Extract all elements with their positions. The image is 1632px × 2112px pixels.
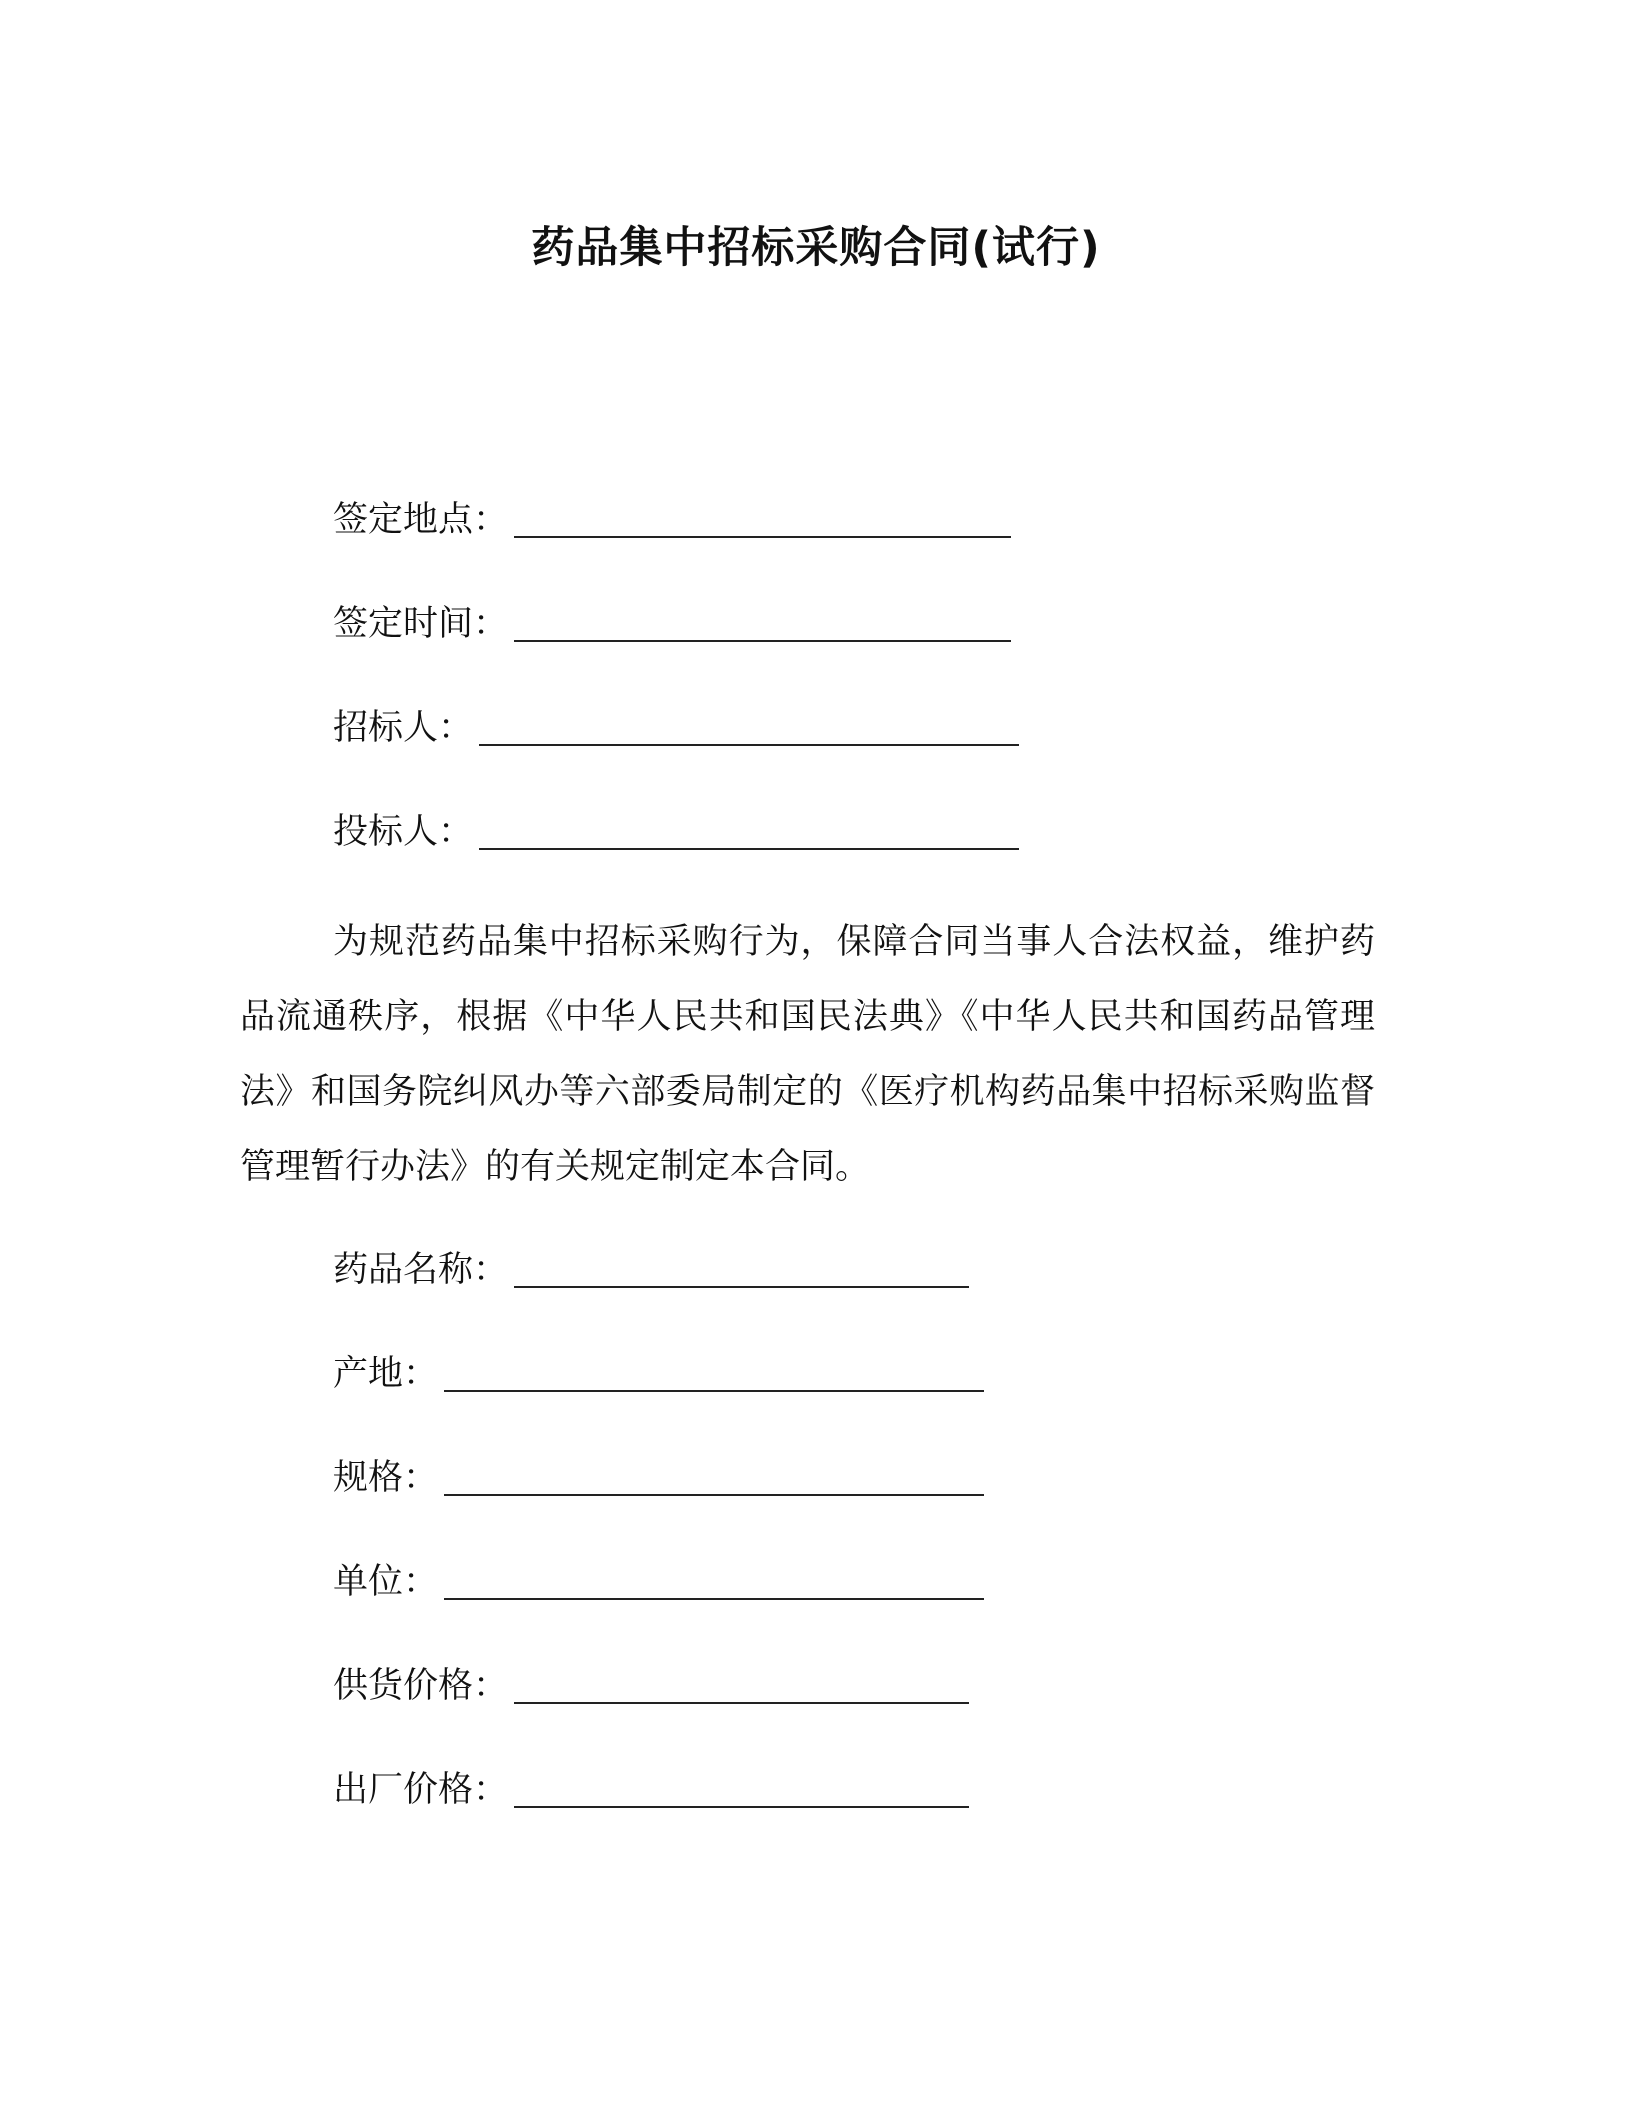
intro-paragraph: 为规范药品集中招标采购行为，保障合同当事人合法权益，维护药品流通秩序，根据《中华人民共和国民法典》《中华人民共和国药品管理法》和国务院纠风办等六部委局制定的《医疗机构药品集中招标采购监督管理暂行办法》的有关规定制定本合同。	[240, 922, 1375, 1187]
document-title: 药品集中招标采购合同(试行)	[531, 223, 1101, 273]
field-unit	[333, 1552, 984, 1604]
field-drug-name	[333, 1240, 969, 1292]
field-label: 招标人：	[333, 708, 474, 748]
specification-blank[interactable]	[444, 1454, 984, 1496]
signing-place-blank[interactable]	[514, 496, 1011, 538]
tenderer-blank[interactable]	[479, 704, 1019, 746]
signing-time-blank[interactable]	[514, 600, 1011, 642]
field-tenderer	[333, 698, 1019, 750]
field-label: 单位：	[333, 1562, 439, 1602]
factory-price-blank[interactable]	[514, 1766, 969, 1808]
field-origin	[333, 1344, 984, 1396]
field-label: 规格：	[333, 1458, 439, 1498]
field-bidder	[333, 802, 1019, 854]
unit-blank[interactable]	[444, 1558, 984, 1600]
field-factory-price	[333, 1760, 969, 1812]
field-label: 产地：	[333, 1354, 439, 1394]
field-label: 供货价格：	[333, 1666, 509, 1706]
supply-price-blank[interactable]	[514, 1662, 969, 1704]
field-label: 签定地点：	[333, 500, 509, 540]
field-label: 出厂价格：	[333, 1770, 509, 1810]
field-supply-price	[333, 1656, 969, 1708]
field-label: 签定时间：	[333, 604, 509, 644]
field-label: 投标人：	[333, 812, 474, 852]
field-signing-time	[333, 594, 1011, 646]
origin-blank[interactable]	[444, 1350, 984, 1392]
bidder-blank[interactable]	[479, 808, 1019, 850]
drug-name-blank[interactable]	[514, 1246, 969, 1288]
field-specification	[333, 1448, 984, 1500]
field-label: 药品名称：	[333, 1250, 509, 1290]
field-signing-place	[333, 490, 1011, 542]
